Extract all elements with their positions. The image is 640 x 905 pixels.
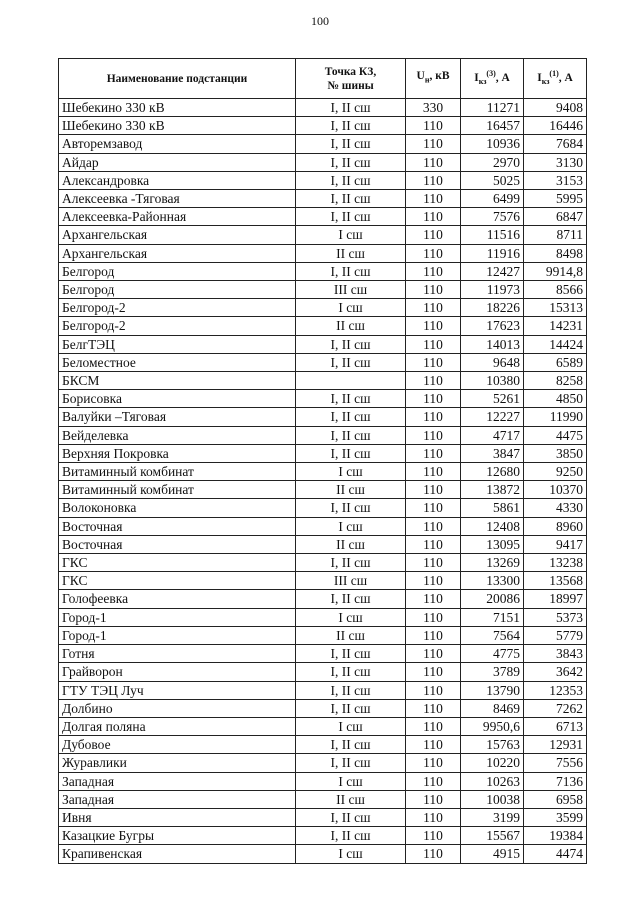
fault-point-cell: II сш — [296, 481, 406, 499]
current-3ph-cell: 15567 — [461, 827, 524, 845]
current-3ph-cell: 11516 — [461, 226, 524, 244]
header-current-3ph — [461, 59, 524, 99]
fault-point-cell: I, II сш — [296, 135, 406, 153]
header-row — [59, 59, 587, 99]
voltage-cell: 110 — [406, 663, 461, 681]
substation-name-cell: Архангельская — [59, 244, 296, 262]
current-1ph-cell: 9408 — [524, 99, 587, 117]
current-3ph-cell: 5261 — [461, 390, 524, 408]
header-i3-symbol: I — [474, 72, 479, 85]
current-3ph-cell: 7151 — [461, 608, 524, 626]
table-row — [59, 153, 587, 171]
table-row — [59, 736, 587, 754]
table-row — [59, 772, 587, 790]
current-1ph-cell: 9250 — [524, 463, 587, 481]
substation-name-cell: Айдар — [59, 153, 296, 171]
substation-name-cell: Восточная — [59, 535, 296, 553]
current-3ph-cell: 18226 — [461, 299, 524, 317]
current-1ph-cell: 14231 — [524, 317, 587, 335]
substation-name-cell: Шебекино 330 кВ — [59, 117, 296, 135]
voltage-cell: 110 — [406, 626, 461, 644]
substation-name-cell: Валуйки –Тяговая — [59, 408, 296, 426]
fault-point-cell: I, II сш — [296, 645, 406, 663]
fault-point-cell: I сш — [296, 463, 406, 481]
substation-name-cell: Журавлики — [59, 754, 296, 772]
table-row — [59, 335, 587, 353]
current-3ph-cell: 10936 — [461, 135, 524, 153]
substation-name-cell: Шебекино 330 кВ — [59, 99, 296, 117]
current-1ph-cell: 16446 — [524, 117, 587, 135]
fault-point-cell: I, II сш — [296, 827, 406, 845]
current-3ph-cell: 5861 — [461, 499, 524, 517]
current-1ph-cell: 11990 — [524, 408, 587, 426]
header-i1-sub: кз — [541, 77, 550, 87]
voltage-cell: 110 — [406, 463, 461, 481]
substation-name-cell: Белгород-2 — [59, 299, 296, 317]
voltage-cell: 110 — [406, 608, 461, 626]
current-1ph-cell: 6958 — [524, 790, 587, 808]
header-i1-symbol: I — [537, 72, 542, 85]
table-row — [59, 554, 587, 572]
current-1ph-cell: 3843 — [524, 645, 587, 663]
voltage-cell: 110 — [406, 481, 461, 499]
substation-name-cell: Крапивенская — [59, 845, 296, 863]
current-1ph-cell: 4475 — [524, 426, 587, 444]
table-row — [59, 244, 587, 262]
fault-point-cell: I, II сш — [296, 808, 406, 826]
current-3ph-cell: 10220 — [461, 754, 524, 772]
current-3ph-cell: 9950,6 — [461, 717, 524, 735]
fault-point-cell: I, II сш — [296, 754, 406, 772]
table-row — [59, 463, 587, 481]
current-1ph-cell: 5373 — [524, 608, 587, 626]
substation-name-cell: Борисовка — [59, 390, 296, 408]
voltage-cell: 110 — [406, 554, 461, 572]
substation-name-cell: Белгород-2 — [59, 317, 296, 335]
voltage-cell: 110 — [406, 845, 461, 863]
current-3ph-cell: 13269 — [461, 554, 524, 572]
current-1ph-cell: 3642 — [524, 663, 587, 681]
table-body — [59, 99, 587, 864]
current-3ph-cell: 11973 — [461, 281, 524, 299]
fault-point-cell: I, II сш — [296, 736, 406, 754]
page-number: 100 — [311, 14, 329, 28]
substation-name-cell: ГТУ ТЭЦ Луч — [59, 681, 296, 699]
header-current-1ph — [524, 59, 587, 99]
header-i3-sub: кз — [478, 77, 487, 87]
substation-name-cell: Александровка — [59, 171, 296, 189]
table-row — [59, 572, 587, 590]
voltage-cell: 110 — [406, 736, 461, 754]
current-1ph-cell: 5995 — [524, 190, 587, 208]
substation-name-cell: Город-1 — [59, 626, 296, 644]
current-1ph-cell: 3153 — [524, 171, 587, 189]
current-3ph-cell: 20086 — [461, 590, 524, 608]
table-row — [59, 171, 587, 189]
current-3ph-cell: 4775 — [461, 645, 524, 663]
current-3ph-cell: 13095 — [461, 535, 524, 553]
fault-point-cell: I сш — [296, 845, 406, 863]
current-1ph-cell: 15313 — [524, 299, 587, 317]
substation-name-cell: Витаминный комбинат — [59, 481, 296, 499]
current-3ph-cell: 5025 — [461, 171, 524, 189]
current-1ph-cell: 8711 — [524, 226, 587, 244]
current-3ph-cell: 6499 — [461, 190, 524, 208]
substation-name-cell: Авторемзавод — [59, 135, 296, 153]
fault-point-cell: I, II сш — [296, 335, 406, 353]
table-row — [59, 754, 587, 772]
fault-point-cell: I сш — [296, 717, 406, 735]
table-row — [59, 262, 587, 280]
voltage-cell: 110 — [406, 808, 461, 826]
current-3ph-cell: 8469 — [461, 699, 524, 717]
current-1ph-cell: 9914,8 — [524, 262, 587, 280]
table-header — [59, 59, 587, 99]
voltage-cell: 110 — [406, 444, 461, 462]
fault-point-cell: I, II сш — [296, 426, 406, 444]
substation-name-cell: ГКС — [59, 554, 296, 572]
voltage-cell: 110 — [406, 645, 461, 663]
voltage-cell: 110 — [406, 681, 461, 699]
voltage-cell: 110 — [406, 426, 461, 444]
table-row — [59, 681, 587, 699]
fault-point-cell: I, II сш — [296, 663, 406, 681]
current-1ph-cell: 8960 — [524, 517, 587, 535]
substation-name-cell: Архангельская — [59, 226, 296, 244]
current-1ph-cell: 3599 — [524, 808, 587, 826]
current-3ph-cell: 13790 — [461, 681, 524, 699]
voltage-cell: 110 — [406, 754, 461, 772]
current-3ph-cell: 16457 — [461, 117, 524, 135]
short-circuit-table — [58, 58, 587, 864]
voltage-cell: 110 — [406, 790, 461, 808]
fault-point-cell: I, II сш — [296, 262, 406, 280]
fault-point-cell: I, II сш — [296, 353, 406, 371]
voltage-cell: 110 — [406, 281, 461, 299]
table-row — [59, 717, 587, 735]
fault-point-cell: I, II сш — [296, 171, 406, 189]
substation-name-cell: Город-1 — [59, 608, 296, 626]
fault-point-cell: II сш — [296, 535, 406, 553]
header-fault-point — [296, 59, 406, 99]
current-3ph-cell: 2970 — [461, 153, 524, 171]
table-row — [59, 699, 587, 717]
header-fault-point-line2: № шины — [327, 79, 374, 92]
table-row — [59, 317, 587, 335]
table-row — [59, 372, 587, 390]
table-row — [59, 226, 587, 244]
current-3ph-cell: 11271 — [461, 99, 524, 117]
current-1ph-cell: 3130 — [524, 153, 587, 171]
voltage-cell: 330 — [406, 99, 461, 117]
fault-point-cell: I, II сш — [296, 153, 406, 171]
current-3ph-cell: 12408 — [461, 517, 524, 535]
table-row — [59, 444, 587, 462]
substation-name-cell: БКСМ — [59, 372, 296, 390]
header-voltage-symbol: U — [416, 70, 425, 83]
substation-name-cell: Казацкие Бугры — [59, 827, 296, 845]
substation-name-cell: Белгород — [59, 281, 296, 299]
voltage-cell: 110 — [406, 408, 461, 426]
current-1ph-cell: 4850 — [524, 390, 587, 408]
current-3ph-cell: 12427 — [461, 262, 524, 280]
voltage-cell: 110 — [406, 171, 461, 189]
current-3ph-cell: 15763 — [461, 736, 524, 754]
fault-point-cell: I, II сш — [296, 499, 406, 517]
header-i1-sup: (1) — [549, 69, 559, 79]
table-row — [59, 481, 587, 499]
fault-point-cell: I сш — [296, 772, 406, 790]
voltage-cell: 110 — [406, 535, 461, 553]
table-row — [59, 208, 587, 226]
fault-point-cell: I сш — [296, 299, 406, 317]
fault-point-cell: I, II сш — [296, 190, 406, 208]
table-row — [59, 117, 587, 135]
fault-point-cell: I сш — [296, 517, 406, 535]
substation-name-cell: ГКС — [59, 572, 296, 590]
voltage-cell: 110 — [406, 772, 461, 790]
table-row — [59, 353, 587, 371]
voltage-cell: 110 — [406, 262, 461, 280]
current-1ph-cell: 7684 — [524, 135, 587, 153]
current-1ph-cell: 9417 — [524, 535, 587, 553]
substation-name-cell: Готня — [59, 645, 296, 663]
table-row — [59, 608, 587, 626]
voltage-cell: 110 — [406, 499, 461, 517]
current-1ph-cell: 6589 — [524, 353, 587, 371]
fault-point-cell: I, II сш — [296, 590, 406, 608]
voltage-cell: 110 — [406, 117, 461, 135]
header-i3-unit: , А — [495, 72, 510, 85]
header-voltage — [406, 59, 461, 99]
table-row — [59, 663, 587, 681]
voltage-cell: 110 — [406, 190, 461, 208]
header-fault-point-line1: Точка КЗ, — [324, 65, 377, 78]
current-3ph-cell: 4915 — [461, 845, 524, 863]
current-3ph-cell: 4717 — [461, 426, 524, 444]
header-substation-name: Наименование подстанции — [59, 59, 296, 99]
current-3ph-cell: 7564 — [461, 626, 524, 644]
current-1ph-cell: 8566 — [524, 281, 587, 299]
voltage-cell: 110 — [406, 572, 461, 590]
voltage-cell: 110 — [406, 153, 461, 171]
substation-name-cell: Дубовое — [59, 736, 296, 754]
substation-name-cell: Грайворон — [59, 663, 296, 681]
substation-name-cell: Верхняя Покровка — [59, 444, 296, 462]
voltage-cell: 110 — [406, 390, 461, 408]
header-i1-unit: , А — [558, 72, 573, 85]
current-1ph-cell: 13238 — [524, 554, 587, 572]
current-3ph-cell: 12227 — [461, 408, 524, 426]
table-row — [59, 190, 587, 208]
fault-point-cell: I, II сш — [296, 444, 406, 462]
current-3ph-cell: 3199 — [461, 808, 524, 826]
table-row — [59, 281, 587, 299]
substation-name-cell: Вейделевка — [59, 426, 296, 444]
table-row — [59, 808, 587, 826]
current-3ph-cell: 3789 — [461, 663, 524, 681]
current-3ph-cell: 7576 — [461, 208, 524, 226]
fault-point-cell: I, II сш — [296, 699, 406, 717]
voltage-cell: 110 — [406, 827, 461, 845]
current-1ph-cell: 8258 — [524, 372, 587, 390]
fault-point-cell: II сш — [296, 790, 406, 808]
voltage-cell: 110 — [406, 226, 461, 244]
current-3ph-cell: 17623 — [461, 317, 524, 335]
current-1ph-cell: 8498 — [524, 244, 587, 262]
fault-point-cell: I, II сш — [296, 408, 406, 426]
table-row — [59, 590, 587, 608]
fault-point-cell: III сш — [296, 572, 406, 590]
fault-point-cell — [296, 372, 406, 390]
voltage-cell: 110 — [406, 135, 461, 153]
substation-name-cell: Волоконовка — [59, 499, 296, 517]
fault-point-cell: I, II сш — [296, 117, 406, 135]
current-1ph-cell: 18997 — [524, 590, 587, 608]
current-1ph-cell: 5779 — [524, 626, 587, 644]
substation-name-cell: Западная — [59, 790, 296, 808]
current-3ph-cell: 14013 — [461, 335, 524, 353]
voltage-cell: 110 — [406, 335, 461, 353]
fault-point-cell: I, II сш — [296, 390, 406, 408]
fault-point-cell: I, II сш — [296, 208, 406, 226]
voltage-cell: 110 — [406, 208, 461, 226]
fault-point-cell: I, II сш — [296, 554, 406, 572]
current-3ph-cell: 11916 — [461, 244, 524, 262]
current-1ph-cell: 12353 — [524, 681, 587, 699]
current-1ph-cell: 3850 — [524, 444, 587, 462]
table-row — [59, 408, 587, 426]
substation-name-cell: Западная — [59, 772, 296, 790]
voltage-cell: 110 — [406, 372, 461, 390]
substation-name-cell: Долгая поляна — [59, 717, 296, 735]
substation-name-cell: Белгород — [59, 262, 296, 280]
current-1ph-cell: 7136 — [524, 772, 587, 790]
header-voltage-sub: н — [424, 75, 430, 85]
fault-point-cell: II сш — [296, 244, 406, 262]
substation-name-cell: Долбино — [59, 699, 296, 717]
table-row — [59, 99, 587, 117]
table-row — [59, 535, 587, 553]
header-i3-sup: (3) — [486, 69, 496, 79]
current-1ph-cell: 13568 — [524, 572, 587, 590]
current-1ph-cell: 10370 — [524, 481, 587, 499]
table-row — [59, 790, 587, 808]
voltage-cell: 110 — [406, 353, 461, 371]
voltage-cell: 110 — [406, 590, 461, 608]
substation-name-cell: Беломестное — [59, 353, 296, 371]
header-voltage-unit: , кВ — [429, 70, 450, 83]
substation-name-cell: Алексеевка -Тяговая — [59, 190, 296, 208]
table-row — [59, 299, 587, 317]
current-3ph-cell: 10263 — [461, 772, 524, 790]
current-1ph-cell: 19384 — [524, 827, 587, 845]
current-3ph-cell: 9648 — [461, 353, 524, 371]
current-1ph-cell: 4330 — [524, 499, 587, 517]
voltage-cell: 110 — [406, 699, 461, 717]
substation-name-cell: Витаминный комбинат — [59, 463, 296, 481]
current-3ph-cell: 13872 — [461, 481, 524, 499]
fault-point-cell: I, II сш — [296, 99, 406, 117]
table-row — [59, 626, 587, 644]
current-3ph-cell: 10380 — [461, 372, 524, 390]
fault-point-cell: I сш — [296, 226, 406, 244]
current-1ph-cell: 4474 — [524, 845, 587, 863]
voltage-cell: 110 — [406, 299, 461, 317]
current-3ph-cell: 13300 — [461, 572, 524, 590]
fault-point-cell: II сш — [296, 317, 406, 335]
table-row — [59, 517, 587, 535]
voltage-cell: 110 — [406, 317, 461, 335]
current-1ph-cell: 12931 — [524, 736, 587, 754]
substation-name-cell: Голофеевка — [59, 590, 296, 608]
current-1ph-cell: 7556 — [524, 754, 587, 772]
current-1ph-cell: 14424 — [524, 335, 587, 353]
table-row — [59, 390, 587, 408]
current-1ph-cell: 6713 — [524, 717, 587, 735]
fault-point-cell: II сш — [296, 626, 406, 644]
fault-point-cell: I, II сш — [296, 681, 406, 699]
table-row — [59, 499, 587, 517]
fault-point-cell: III сш — [296, 281, 406, 299]
substation-name-cell: Алексеевка-Районная — [59, 208, 296, 226]
voltage-cell: 110 — [406, 244, 461, 262]
current-3ph-cell: 10038 — [461, 790, 524, 808]
voltage-cell: 110 — [406, 517, 461, 535]
fault-point-cell: I сш — [296, 608, 406, 626]
current-1ph-cell: 6847 — [524, 208, 587, 226]
current-3ph-cell: 3847 — [461, 444, 524, 462]
voltage-cell: 110 — [406, 717, 461, 735]
table-row — [59, 645, 587, 663]
substation-name-cell: БелгТЭЦ — [59, 335, 296, 353]
substation-name-cell: Ивня — [59, 808, 296, 826]
table-row — [59, 135, 587, 153]
table-row — [59, 426, 587, 444]
table-row — [59, 827, 587, 845]
current-3ph-cell: 12680 — [461, 463, 524, 481]
table-row — [59, 845, 587, 863]
current-1ph-cell: 7262 — [524, 699, 587, 717]
substation-name-cell: Восточная — [59, 517, 296, 535]
